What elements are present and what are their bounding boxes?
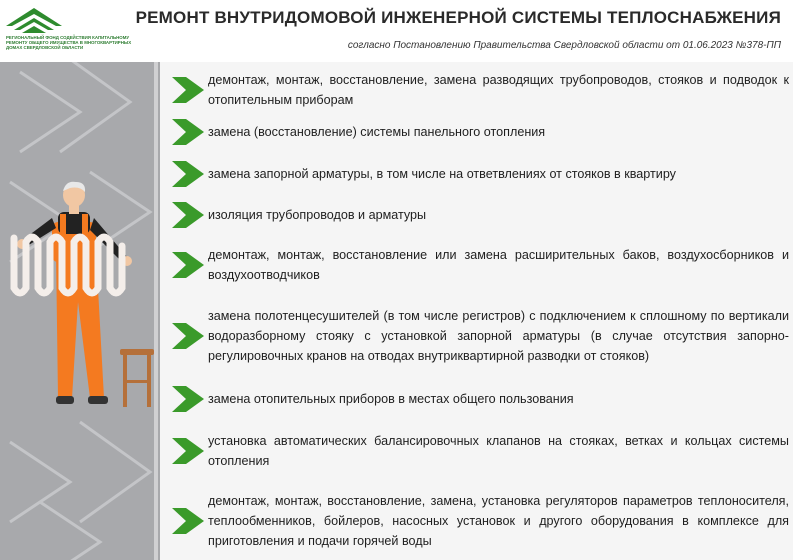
list-item	[172, 162, 789, 186]
list-item-text: замена полотенцесушителей (в том числе регистров) с подключением к сплошному по вертикали водоразборному стояку с установкой запорной арматуры (в случае отсутствия запорно-регулировочных кранов на отводах внутриквартирной разводки от стояков)	[208, 309, 789, 363]
list-item-text: замена запорной арматуры, в том числе на ответвлениях от стояков в квартиру	[208, 167, 676, 181]
header	[0, 0, 793, 62]
house-roof-icon	[4, 4, 64, 34]
page-title: РЕМОНТ ВНУТРИДОМОВОЙ ИНЖЕНЕРНОЙ СИСТЕМЫ ТЕПЛОСНАБЖЕНИЯ	[135, 8, 781, 27]
list-item-text: изоляция трубопроводов и арматуры	[208, 208, 427, 222]
worker-illustration	[0, 62, 160, 560]
arrow-right-icon	[172, 119, 204, 145]
list-item-text: установка автоматических балансировочных клапанов на стояках, ветках и кольцах системы отопления	[208, 434, 789, 468]
arrow-right-icon	[172, 77, 204, 103]
arrow-right-icon	[172, 161, 204, 187]
list-item	[172, 120, 789, 144]
logo-text: РЕГИОНАЛЬНЫЙ ФОНД СОДЕЙСТВИЯ КАПИТАЛЬНОМУ РЕМОНТУ ОБЩЕГО ИМУЩЕСТВА В МНОГОКВАРТИРНЫХ ДОМАХ СВЕРДЛОВСКОЙ ОБЛАСТИ	[6, 35, 132, 51]
list-item-text: замена отопительных приборов в местах общего пользования	[208, 392, 574, 406]
arrow-right-icon	[172, 202, 204, 228]
arrow-right-icon	[172, 438, 204, 464]
list-item	[172, 429, 789, 473]
works-list	[160, 62, 793, 560]
arrow-right-icon	[172, 386, 204, 412]
arrow-right-icon	[172, 252, 204, 278]
list-item-text: демонтаж, монтаж, восстановление, замена разводящих трубопроводов, стояков и подводок к отопительным приборам	[208, 73, 789, 107]
illustration-panel	[0, 62, 160, 560]
list-item-text: замена (восстановление) системы панельного отопления	[208, 125, 546, 139]
list-item	[172, 243, 789, 287]
list-item-text: демонтаж, монтаж, восстановление, замена, установка регуляторов параметров теплоносителя, теплообменников, бойлеров, насосных установок и другого оборудования в комплексе для приготовления и подачи горячей воды	[208, 494, 789, 548]
list-item	[172, 304, 789, 368]
fund-logo	[4, 4, 144, 56]
arrow-right-icon	[172, 508, 204, 534]
arrow-right-icon	[172, 323, 204, 349]
panel-divider	[154, 62, 158, 560]
list-item-text: демонтаж, монтаж, восстановление или замена расширительных баков, воздухосборников и воздухоотводчиков	[208, 248, 789, 282]
list-item	[172, 68, 789, 112]
list-item	[172, 203, 789, 227]
list-item	[172, 489, 789, 553]
page-subtitle: согласно Постановлению Правительства Свердловской области от 01.06.2023 №378-ПП	[347, 40, 781, 51]
stool-icon	[120, 349, 154, 407]
list-item	[172, 387, 789, 411]
